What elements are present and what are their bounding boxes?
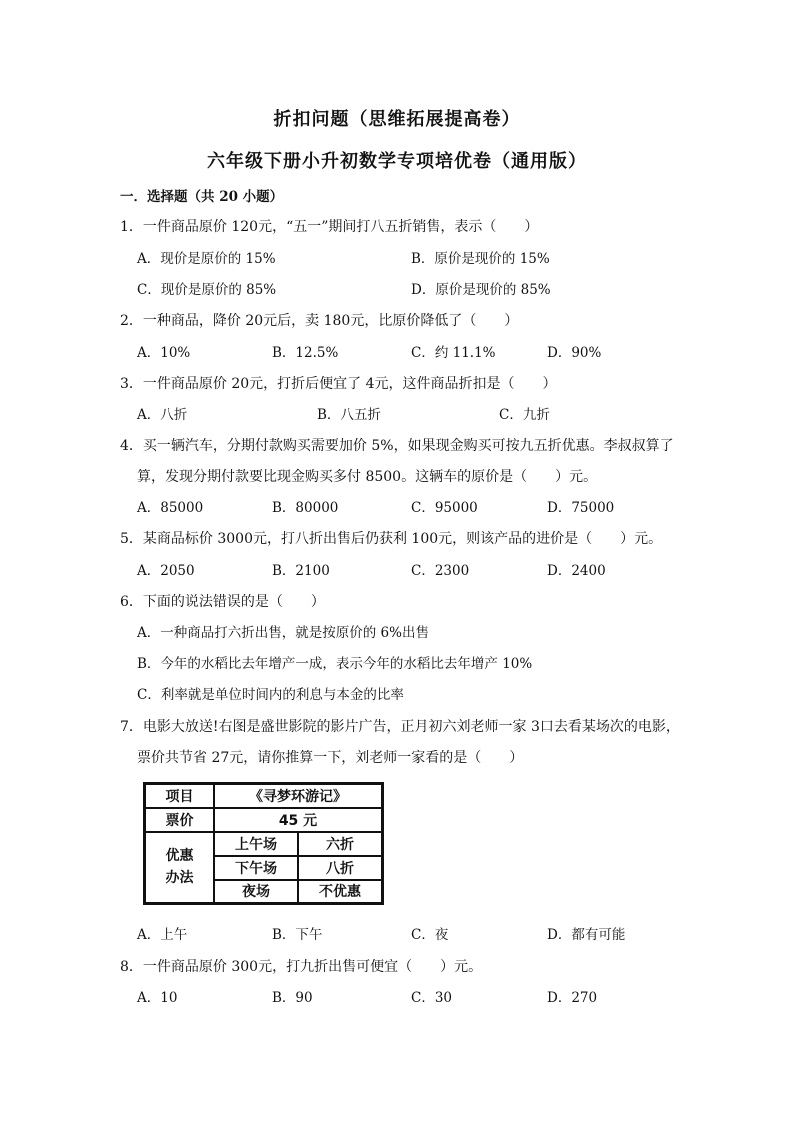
option-1b: B．原价是现价的 15% <box>411 251 550 267</box>
question-4-line-2: 算，发现分期付款要比现金购买多付 8500。这辆车的原价是（ ）元。 <box>137 469 598 485</box>
session-cell: 下午场 <box>214 856 298 880</box>
option-4c: C．95000 <box>411 500 478 516</box>
question-7-line-2: 票价共节省 27元，请你推算一下，刘老师一家看的是（ ） <box>137 750 524 766</box>
section-heading: 一．选择题（共 20 小题） <box>120 189 284 205</box>
question-6: 6．下面的说法错误的是（ ） <box>120 594 325 610</box>
session-cell: 夜场 <box>214 880 298 904</box>
discount-label-line-2: 办法 <box>165 870 194 887</box>
option-8b: B．90 <box>272 990 313 1006</box>
ticket-price-table <box>143 782 384 905</box>
option-1c: C．现价是原价的 85% <box>137 282 277 298</box>
option-4b: B．80000 <box>272 500 339 516</box>
session-cell: 上午场 <box>214 832 298 856</box>
option-1d: D．原价是现价的 85% <box>411 282 551 298</box>
option-2a: A．10% <box>137 345 191 361</box>
option-6b: B．今年的水稻比去年增产一成，表示今年的水稻比去年增产 10% <box>137 656 533 672</box>
price-label-cell: 票价 <box>145 808 215 832</box>
table-row <box>145 784 383 808</box>
option-1a: A．现价是原价的 15% <box>137 251 276 267</box>
option-7b: B．下午 <box>272 927 323 943</box>
table-row <box>145 832 383 856</box>
option-2d: D．90% <box>547 345 602 361</box>
option-6a: A．一种商品打六折出售，就是按原价的 6%出售 <box>137 625 429 641</box>
question-4-line-1: 4．买一辆汽车，分期付款购买需要加价 5%，如果现金购买可按九五折优惠。李叔叔算了 <box>120 438 674 454</box>
discount-label-line-1: 优惠 <box>165 848 194 865</box>
option-8a: A．10 <box>137 990 178 1006</box>
option-8c: C．30 <box>411 990 453 1006</box>
discount-label-cell <box>145 832 215 904</box>
option-6c: C．利率就是单位时间内的利息与本金的比率 <box>137 687 404 703</box>
option-3b: B．八五折 <box>317 407 381 423</box>
option-4d: D．75000 <box>547 500 615 516</box>
question-7-line-1: 7．电影大放送!右图是盛世影院的影片广告，正月初六刘老师一家 3口去看某场次的电影， <box>120 719 680 735</box>
question-8: 8．一件商品原价 300元，打九折出售可便宜（ ）元。 <box>120 959 483 975</box>
price-cell: 45 元 <box>214 808 383 832</box>
option-7a: A．上午 <box>137 927 188 943</box>
option-3a: A．八折 <box>137 407 188 423</box>
option-8d: D．270 <box>547 990 598 1006</box>
item-label-cell: 项目 <box>145 784 215 808</box>
movie-title-cell: 《寻梦环游记》 <box>214 784 383 808</box>
option-2c: C．约 11.1% <box>411 345 496 361</box>
option-3c: C．九折 <box>499 407 550 423</box>
page-subtitle: 六年级下册小升初数学专项培优卷（通用版） <box>207 151 587 172</box>
question-5: 5．某商品标价 3000元，打八折出售后仍获利 100元，则该产品的进价是（ ）元。 <box>120 531 663 547</box>
option-4a: A．85000 <box>137 500 204 516</box>
table-row <box>145 808 383 832</box>
question-3: 3．一件商品原价 20元，打折后便宜了 4元，这件商品折扣是（ ） <box>120 376 557 392</box>
option-2b: B．12.5% <box>272 345 339 361</box>
option-5b: B．2100 <box>272 563 330 579</box>
option-5a: A．2050 <box>137 563 195 579</box>
question-1: 1．一件商品原价 120元，“五一”期间打八五折销售，表示（ ） <box>120 219 539 235</box>
page-title: 折扣问题（思维拓展提高卷） <box>273 109 521 130</box>
option-7d: D．都有可能 <box>547 927 626 943</box>
discount-cell: 八折 <box>298 856 383 880</box>
option-5c: C．2300 <box>411 563 470 579</box>
discount-cell: 六折 <box>298 832 383 856</box>
option-7c: C．夜 <box>411 927 449 943</box>
discount-cell: 不优惠 <box>298 880 383 904</box>
option-5d: D．2400 <box>547 563 606 579</box>
question-2: 2．一种商品，降价 20元后，卖 180元，比原价降低了（ ） <box>120 313 519 329</box>
